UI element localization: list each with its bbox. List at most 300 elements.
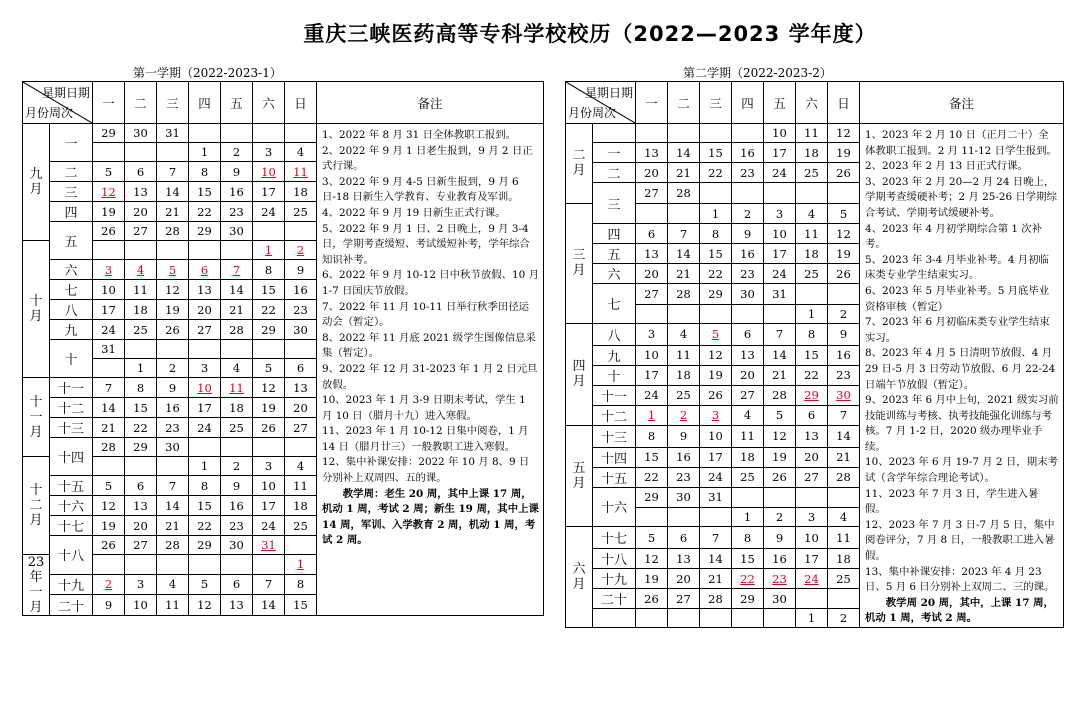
- notes-cell: [317, 124, 544, 616]
- date-cell: 19: [700, 365, 732, 385]
- date-cell: 27: [125, 222, 157, 241]
- date-cell: 21: [700, 569, 732, 589]
- date-cell: 13: [636, 244, 668, 264]
- date-cell: 28: [764, 385, 796, 405]
- weekday-header: 四: [732, 82, 764, 124]
- date-cell: 24: [636, 385, 668, 405]
- note-item: 10、2023 年 6 月 19-7 月 2 日，期末考试（含学年综合理论考试）。: [865, 456, 1058, 485]
- note-item: 4、2023 年 4 月初学期综合第 1 次补考。: [865, 222, 1043, 251]
- date-cell: 28: [157, 536, 189, 555]
- date-cell: 6: [221, 574, 253, 595]
- date-cell: 13: [125, 496, 157, 516]
- date-cell: [828, 284, 860, 305]
- date-cell: 3: [125, 574, 157, 595]
- date-cell: 7: [668, 224, 700, 244]
- date-cell: 10: [253, 476, 285, 496]
- date-cell: [125, 241, 157, 260]
- date-cell: 23: [668, 467, 700, 487]
- note-item: 1、2022 年 8 月 31 日全体教职工报到。: [322, 129, 517, 141]
- date-cell: 12: [828, 124, 860, 143]
- date-cell: 7: [157, 162, 189, 182]
- month-label: 四 月: [566, 324, 593, 426]
- date-cell: 27: [796, 467, 828, 487]
- date-cell: [828, 183, 860, 204]
- note-item: 4、2022 年 9 月 19 日新生正式行课。: [322, 206, 506, 219]
- weekday-header: 六: [796, 82, 828, 124]
- week-number: [593, 124, 636, 143]
- date-cell: 11: [157, 595, 189, 616]
- date-cell: 15: [700, 143, 732, 163]
- date-cell: 18: [285, 496, 317, 516]
- date-cell: [189, 555, 221, 575]
- date-cell: 21: [668, 264, 700, 284]
- date-cell: 1: [796, 609, 828, 628]
- date-cell: 1: [189, 457, 221, 476]
- date-cell: 6: [125, 162, 157, 182]
- date-cell: 22: [189, 516, 221, 536]
- date-cell: 17: [700, 447, 732, 467]
- date-cell: 17: [764, 143, 796, 163]
- date-cell: 26: [828, 264, 860, 284]
- date-cell: 2: [157, 359, 189, 378]
- date-cell: 8: [253, 260, 285, 280]
- date-cell: 4: [285, 457, 317, 476]
- date-cell: [221, 241, 253, 260]
- date-cell: 21: [764, 365, 796, 385]
- date-cell: 21: [157, 516, 189, 536]
- date-cell: 22: [253, 300, 285, 320]
- date-cell: 9: [732, 224, 764, 244]
- holiday-date: 2: [104, 577, 113, 592]
- date-cell: 5: [93, 476, 125, 496]
- date-cell: 6: [636, 224, 668, 244]
- note-item: 12、2023 年 7 月 3 日-7 月 5 日，集中阅卷评分，7 月 8 日，一般教职工进入暑假。: [865, 518, 1055, 563]
- semester1-title: 第一学期（2022-2023-1）: [133, 66, 282, 80]
- date-cell: 4: [157, 574, 189, 595]
- date-cell: 27: [189, 320, 221, 340]
- date-cell: 28: [221, 320, 253, 340]
- date-cell: 17: [189, 398, 221, 418]
- date-cell: [93, 182, 125, 202]
- date-cell: [668, 203, 700, 224]
- date-cell: 13: [189, 280, 221, 300]
- date-cell: [796, 385, 828, 405]
- holiday-date: 23: [772, 571, 787, 586]
- holiday-date: 31: [261, 538, 276, 552]
- date-cell: 27: [125, 536, 157, 555]
- notes-cell: [860, 124, 1064, 628]
- week-number: 五: [593, 244, 636, 264]
- date-cell: 4: [221, 359, 253, 378]
- date-cell: [764, 183, 796, 204]
- date-cell: [157, 457, 189, 476]
- weekday-header: 六: [253, 82, 285, 124]
- date-cell: 15: [796, 345, 828, 365]
- holiday-date: 3: [104, 262, 113, 277]
- date-cell: 20: [732, 365, 764, 385]
- week-number: 十二: [593, 405, 636, 425]
- date-cell: 16: [221, 182, 253, 202]
- date-cell: 28: [700, 589, 732, 609]
- date-cell: 10: [764, 224, 796, 244]
- week-number: 二十: [593, 589, 636, 609]
- date-cell: 24: [253, 202, 285, 222]
- date-cell: 26: [636, 589, 668, 609]
- note-item: 3、2022 年 9 月 4-5 日新生报到，9 月 6 日-18 日新生入学教育、专业教育及军训。: [322, 175, 519, 204]
- date-cell: 2: [732, 203, 764, 224]
- date-cell: 30: [732, 284, 764, 305]
- date-cell: 15: [189, 496, 221, 516]
- date-cell: 1: [700, 203, 732, 224]
- date-cell: 8: [796, 324, 828, 346]
- date-cell: 17: [253, 496, 285, 516]
- week-number: 三: [50, 182, 93, 202]
- date-cell: [285, 555, 317, 575]
- date-cell: 8: [189, 476, 221, 496]
- note-item: 11、2023 年 1 月 10-12 日集中阅卷，1 月 14 日（腊月廿三）一般教职工进入寒假。: [322, 425, 529, 453]
- date-cell: 10: [700, 425, 732, 447]
- semester2-calendar-table: [565, 81, 1064, 628]
- note-item: 5、2022 年 9 月 1 日、2 日晚上，9 月 3-4 日，学期考查缓短、考试缓短补考，学年综合知识补考。: [322, 222, 530, 266]
- date-cell: [764, 569, 796, 589]
- date-cell: 7: [764, 324, 796, 346]
- date-cell: 20: [125, 202, 157, 222]
- week-number: 十一: [593, 385, 636, 405]
- week-number: 九: [50, 320, 93, 340]
- weekday-header: 三: [157, 82, 189, 124]
- date-cell: 19: [157, 300, 189, 320]
- date-cell: 13: [285, 378, 317, 398]
- month-label: 五 月: [566, 425, 593, 526]
- date-cell: [93, 457, 125, 476]
- date-cell: 10: [636, 345, 668, 365]
- date-cell: 8: [732, 527, 764, 549]
- holiday-date: 7: [232, 262, 241, 277]
- date-cell: 11: [796, 224, 828, 244]
- date-cell: [764, 305, 796, 324]
- date-cell: 23: [157, 418, 189, 438]
- date-cell: 14: [157, 496, 189, 516]
- date-cell: 3: [796, 508, 828, 527]
- date-cell: 15: [285, 595, 317, 616]
- date-cell: 26: [828, 163, 860, 183]
- note-item: 2、2022 年 9 月 1 日老生报到，9 月 2 日正式行课。: [322, 144, 533, 173]
- date-cell: [253, 438, 285, 457]
- date-cell: [732, 124, 764, 143]
- date-cell: 30: [221, 222, 253, 241]
- date-cell: [125, 457, 157, 476]
- date-cell: 27: [732, 385, 764, 405]
- holiday-date: 24: [804, 571, 819, 586]
- date-cell: [189, 378, 221, 398]
- date-cell: 6: [125, 476, 157, 496]
- week-number: 七: [50, 280, 93, 300]
- date-cell: 25: [732, 467, 764, 487]
- date-cell: 29: [125, 438, 157, 457]
- calendar-row: [566, 124, 1064, 143]
- date-cell: 18: [221, 398, 253, 418]
- date-cell: 1: [732, 508, 764, 527]
- teaching-weeks-summary: 教学周：老生 20 周，其中上课 17 周，机动 1 周，考试 2 周；新生 19 周，其中上课 14 周，军训、入学教育 2 周，机动 1 周，考试 2 周。: [322, 487, 539, 547]
- date-cell: [796, 569, 828, 589]
- date-cell: 22: [125, 418, 157, 438]
- date-cell: 15: [125, 398, 157, 418]
- date-cell: [828, 487, 860, 508]
- teaching-weeks-summary: 教学周 20 周，其中，上课 17 周，机动 1 周，考试 2 周。: [865, 596, 1054, 625]
- date-cell: 27: [636, 183, 668, 204]
- date-cell: 17: [93, 300, 125, 320]
- date-cell: 23: [732, 264, 764, 284]
- date-cell: 16: [828, 345, 860, 365]
- date-cell: 12: [700, 345, 732, 365]
- date-cell: 20: [189, 300, 221, 320]
- date-cell: 25: [285, 516, 317, 536]
- date-cell: 4: [285, 143, 317, 162]
- weekday-header: 四: [189, 82, 221, 124]
- date-cell: 14: [93, 398, 125, 418]
- date-cell: 13: [125, 182, 157, 202]
- date-cell: [828, 385, 860, 405]
- date-cell: 29: [732, 589, 764, 609]
- weekday-header: 二: [668, 82, 700, 124]
- date-cell: [732, 183, 764, 204]
- week-number: 二: [593, 163, 636, 183]
- date-cell: 4: [732, 405, 764, 425]
- note-item: 1、2023 年 2 月 10 日（正月二十）全体教职工报到。2 月 11-12 日学生报到。: [865, 129, 1057, 157]
- month-label: 十 月: [23, 241, 50, 378]
- date-cell: [700, 124, 732, 143]
- date-cell: 19: [93, 202, 125, 222]
- date-cell: 25: [668, 385, 700, 405]
- date-cell: 19: [636, 569, 668, 589]
- date-cell: [700, 609, 732, 628]
- date-cell: [636, 609, 668, 628]
- date-cell: 30: [668, 487, 700, 508]
- holiday-date: 4: [136, 262, 145, 277]
- week-number: [593, 609, 636, 628]
- date-cell: 27: [668, 589, 700, 609]
- date-cell: 14: [828, 425, 860, 447]
- date-cell: 4: [796, 203, 828, 224]
- date-cell: 23: [828, 365, 860, 385]
- date-cell: 24: [93, 320, 125, 340]
- date-cell: [189, 260, 221, 280]
- date-cell: 12: [93, 496, 125, 516]
- date-cell: 20: [285, 398, 317, 418]
- month-label: 三 月: [566, 203, 593, 323]
- date-cell: 11: [285, 476, 317, 496]
- date-cell: 21: [93, 418, 125, 438]
- date-cell: 23: [221, 516, 253, 536]
- date-cell: [221, 124, 253, 143]
- date-cell: [253, 555, 285, 575]
- holiday-date: 5: [711, 327, 720, 342]
- date-cell: [93, 359, 125, 378]
- week-number: 一: [50, 124, 93, 162]
- date-cell: 3: [253, 457, 285, 476]
- date-cell: 24: [764, 163, 796, 183]
- date-cell: 16: [732, 244, 764, 264]
- semester1-calendar-table: [22, 81, 544, 616]
- date-cell: 8: [125, 378, 157, 398]
- date-cell: 29: [636, 487, 668, 508]
- date-cell: [796, 284, 828, 305]
- date-cell: [189, 241, 221, 260]
- date-cell: 30: [221, 536, 253, 555]
- date-cell: [157, 340, 189, 359]
- date-cell: 15: [732, 549, 764, 569]
- date-cell: [700, 405, 732, 425]
- date-cell: 13: [732, 345, 764, 365]
- semester2-title: 第二学期（2022-2023-2）: [683, 66, 832, 80]
- date-cell: [732, 305, 764, 324]
- date-cell: 14: [221, 280, 253, 300]
- date-cell: [285, 162, 317, 182]
- date-cell: 24: [189, 418, 221, 438]
- date-cell: 23: [732, 163, 764, 183]
- date-cell: 18: [796, 143, 828, 163]
- holiday-date: 22: [740, 571, 755, 586]
- holiday-date: 6: [200, 262, 209, 277]
- date-cell: 3: [253, 143, 285, 162]
- note-item: 11、2023 年 7 月 3 日，学生进入暑假。: [865, 487, 1039, 516]
- date-cell: 7: [157, 476, 189, 496]
- date-cell: [157, 260, 189, 280]
- date-cell: 23: [221, 202, 253, 222]
- date-cell: 22: [636, 467, 668, 487]
- date-cell: [253, 162, 285, 182]
- date-cell: 18: [125, 300, 157, 320]
- date-cell: 11: [668, 345, 700, 365]
- date-cell: [764, 609, 796, 628]
- date-cell: 19: [253, 398, 285, 418]
- date-cell: 29: [700, 284, 732, 305]
- weekday-header: 一: [93, 82, 125, 124]
- date-cell: [253, 340, 285, 359]
- note-item: 8、2023 年 4 月 5 日清明节放假、4 月 29 日-5 月 3 日劳动节放假、6 月 22-24 日端午节放假（暂定）。: [865, 347, 1056, 391]
- week-number: 六: [50, 260, 93, 280]
- date-cell: [157, 143, 189, 162]
- date-cell: 13: [221, 595, 253, 616]
- week-number: 十三: [593, 425, 636, 447]
- date-cell: [636, 124, 668, 143]
- week-number: 二: [50, 162, 93, 182]
- week-number: 十二: [50, 398, 93, 418]
- holiday-date: 11: [293, 164, 308, 179]
- week-number: 十九: [593, 569, 636, 589]
- date-cell: [125, 260, 157, 280]
- date-cell: 1: [125, 359, 157, 378]
- date-cell: 3: [189, 359, 221, 378]
- date-cell: [700, 305, 732, 324]
- date-cell: 3: [636, 324, 668, 346]
- note-item: 6、2023 年 5 月毕业补考。5 月底毕业资格审核（暂定）: [865, 284, 1050, 313]
- month-label: 十 一 月: [23, 378, 50, 457]
- note-item: 6、2022 年 9 月 10-12 日中秋节放假、10 月 1-7 日国庆节放假。: [322, 269, 539, 297]
- date-cell: 11: [796, 124, 828, 143]
- date-cell: 18: [732, 447, 764, 467]
- date-cell: 22: [189, 202, 221, 222]
- week-number: 九: [593, 345, 636, 365]
- date-cell: 7: [828, 405, 860, 425]
- week-number: 十: [593, 365, 636, 385]
- date-cell: 20: [636, 264, 668, 284]
- date-cell: 16: [221, 496, 253, 516]
- date-cell: 19: [828, 244, 860, 264]
- week-number: 一: [593, 143, 636, 163]
- date-cell: [732, 569, 764, 589]
- date-cell: [93, 241, 125, 260]
- date-cell: 29: [189, 222, 221, 241]
- holiday-date: 29: [804, 388, 819, 403]
- date-cell: 31: [764, 284, 796, 305]
- holiday-date: 1: [647, 408, 656, 423]
- date-cell: 6: [732, 324, 764, 346]
- date-cell: 7: [253, 574, 285, 595]
- date-cell: 25: [221, 418, 253, 438]
- date-cell: [828, 589, 860, 609]
- date-cell: [285, 124, 317, 143]
- corner-week-label: 月份周次: [25, 106, 74, 120]
- date-cell: 24: [700, 467, 732, 487]
- date-cell: 8: [636, 425, 668, 447]
- date-cell: 8: [189, 162, 221, 182]
- date-cell: 5: [189, 574, 221, 595]
- date-cell: 28: [157, 222, 189, 241]
- date-cell: [732, 487, 764, 508]
- note-item: 3、2023 年 2 月 20—2 月 24 日晚上，学期考查缓硬补考；2 月 25-26 日学期综合考试、学期考试缓硬补考。: [865, 175, 1057, 219]
- date-cell: 14: [157, 182, 189, 202]
- date-cell: 5: [636, 527, 668, 549]
- date-cell: [189, 124, 221, 143]
- date-cell: 28: [668, 183, 700, 204]
- date-cell: 10: [125, 595, 157, 616]
- month-label: 23 年 一 月: [23, 555, 50, 616]
- date-cell: [285, 222, 317, 241]
- note-item: 13、集中补课安排：2023 年 4 月 23 日、5 月 6 日分别补上双周二、三的课。: [865, 565, 1055, 594]
- date-cell: 10: [796, 527, 828, 549]
- holiday-date: 11: [229, 380, 244, 395]
- date-cell: [700, 508, 732, 527]
- date-cell: 25: [796, 264, 828, 284]
- note-item: 10、2023 年 1 月 3-9 日期末考试，学生 1 月 10 日（腊月十九）进入寒假。: [322, 394, 526, 422]
- date-cell: 26: [764, 467, 796, 487]
- date-cell: 6: [796, 405, 828, 425]
- holiday-date: 10: [197, 380, 212, 395]
- week-number: 十四: [593, 447, 636, 467]
- date-cell: [221, 340, 253, 359]
- week-number: 四: [593, 224, 636, 244]
- date-cell: 2: [828, 609, 860, 628]
- holiday-date: 2: [296, 243, 305, 257]
- note-item: 8、2022 年 11 月底 2021 级学生图像信息采集（暂定）。: [322, 331, 536, 360]
- date-cell: [189, 438, 221, 457]
- date-cell: [796, 183, 828, 204]
- weekday-header: 三: [700, 82, 732, 124]
- date-cell: [93, 143, 125, 162]
- date-cell: [700, 324, 732, 346]
- date-cell: 30: [285, 320, 317, 340]
- date-cell: 20: [796, 447, 828, 467]
- date-cell: 26: [157, 320, 189, 340]
- corner-weekday-label: 星期日期: [41, 86, 90, 100]
- date-cell: 10: [764, 124, 796, 143]
- week-number: 十九: [50, 574, 93, 595]
- date-cell: 16: [732, 143, 764, 163]
- holiday-date: 12: [101, 184, 116, 199]
- note-item: 9、2023 年 6 月中上旬，2021 级实习前技能训练与考核、执考技能强化训练与考核。7 月 1-2 日，2020 级办理毕业手续。: [865, 394, 1059, 453]
- date-cell: [636, 305, 668, 324]
